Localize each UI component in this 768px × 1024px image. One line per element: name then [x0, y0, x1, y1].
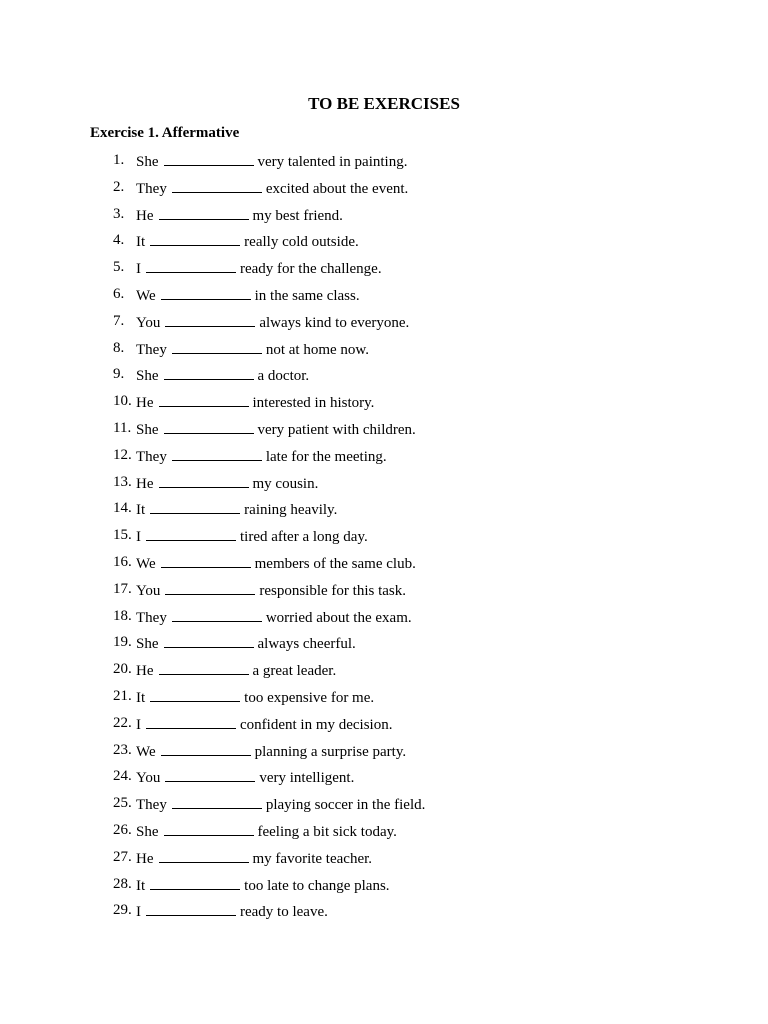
item-rest: worried about the exam. — [265, 609, 412, 626]
answer-blank[interactable] — [146, 256, 236, 273]
answer-blank[interactable] — [161, 739, 251, 756]
item-sentence — [136, 873, 390, 897]
item-subject: It — [136, 877, 146, 894]
answer-blank[interactable] — [146, 524, 236, 541]
item-subject: He — [136, 850, 154, 867]
answer-blank[interactable] — [159, 390, 249, 407]
item-rest: ready to leave. — [240, 904, 328, 921]
item-number: 23. — [113, 741, 132, 758]
answer-blank[interactable] — [172, 605, 262, 622]
item-number: 17. — [113, 580, 132, 597]
answer-blank[interactable] — [164, 631, 254, 648]
item-sentence — [136, 149, 407, 173]
item-number: 2. — [113, 178, 125, 195]
item-sentence — [136, 685, 374, 709]
item-number: 26. — [113, 821, 132, 838]
item-number: 15. — [113, 527, 132, 544]
item-number: 20. — [113, 661, 132, 678]
item-sentence — [136, 444, 387, 468]
item-number: 24. — [113, 768, 132, 785]
answer-blank[interactable] — [146, 712, 236, 729]
item-rest: my best friend. — [252, 207, 343, 224]
item-rest: members of the same club. — [254, 555, 416, 572]
item-subject: It — [136, 502, 146, 519]
answer-blank[interactable] — [161, 283, 251, 300]
answer-blank[interactable] — [159, 846, 249, 863]
item-sentence — [136, 417, 416, 441]
item-sentence — [136, 712, 392, 736]
item-sentence — [136, 739, 406, 763]
item-number: 4. — [113, 232, 125, 249]
answer-blank[interactable] — [172, 444, 262, 461]
item-rest: always kind to everyone. — [259, 314, 410, 331]
item-number: 1. — [113, 152, 125, 168]
item-subject: I — [136, 529, 141, 546]
answer-blank[interactable] — [159, 658, 249, 675]
item-subject: They — [136, 797, 167, 814]
item-rest: always cheerful. — [257, 636, 356, 653]
item-sentence — [136, 846, 372, 870]
item-rest: feeling a bit sick today. — [257, 823, 397, 840]
item-rest: my favorite teacher. — [252, 850, 373, 867]
item-subject: They — [136, 448, 167, 465]
item-subject: We — [136, 287, 156, 304]
item-subject: He — [136, 475, 154, 492]
item-sentence — [136, 471, 318, 495]
answer-blank[interactable] — [150, 873, 240, 890]
answer-blank[interactable] — [150, 685, 240, 702]
item-rest: interested in history. — [252, 395, 375, 412]
item-rest: too expensive for me. — [244, 689, 375, 706]
item-rest: tired after a long day. — [240, 529, 368, 546]
item-subject: He — [136, 663, 154, 680]
item-subject: I — [136, 261, 141, 278]
item-rest: my cousin. — [252, 475, 319, 492]
answer-blank[interactable] — [161, 551, 251, 568]
item-number: 21. — [113, 687, 132, 704]
item-number: 10. — [113, 393, 132, 410]
item-rest: too late to change plans. — [244, 877, 390, 894]
item-subject: She — [136, 421, 159, 438]
item-sentence — [136, 899, 328, 923]
item-sentence — [136, 363, 309, 387]
answer-blank[interactable] — [172, 337, 262, 354]
item-number: 28. — [113, 875, 132, 892]
item-subject: You — [136, 770, 161, 787]
item-rest: responsible for this task. — [259, 582, 406, 599]
item-number: 3. — [113, 205, 125, 222]
answer-blank[interactable] — [164, 363, 254, 380]
item-sentence — [136, 203, 343, 227]
item-number: 13. — [113, 473, 132, 490]
item-number: 8. — [113, 339, 125, 356]
item-number: 6. — [113, 285, 125, 302]
item-rest: a doctor. — [257, 368, 310, 385]
item-subject: She — [136, 823, 159, 840]
item-subject: She — [136, 368, 159, 385]
item-rest: very intelligent. — [259, 770, 355, 787]
item-rest: really cold outside. — [244, 234, 359, 251]
item-rest: very patient with children. — [257, 421, 416, 438]
item-rest: late for the meeting. — [265, 448, 387, 465]
answer-blank[interactable] — [172, 176, 262, 193]
item-subject: They — [136, 180, 167, 197]
item-number: 29. — [113, 902, 132, 919]
answer-blank[interactable] — [165, 310, 255, 327]
item-sentence — [136, 229, 359, 253]
item-number: 27. — [113, 848, 132, 865]
item-rest: confident in my decision. — [240, 716, 393, 733]
answer-blank[interactable] — [172, 792, 262, 809]
item-sentence — [136, 497, 337, 521]
item-number: 16. — [113, 553, 132, 570]
item-subject: I — [136, 716, 141, 733]
answer-blank[interactable] — [159, 203, 249, 220]
item-number: 14. — [113, 500, 132, 517]
item-sentence — [136, 551, 416, 575]
item-subject: They — [136, 341, 167, 358]
item-subject: He — [136, 207, 154, 224]
item-rest: very talented in painting. — [257, 154, 408, 170]
item-subject: I — [136, 904, 141, 921]
item-rest: in the same class. — [254, 287, 360, 304]
item-sentence — [136, 310, 409, 334]
item-rest: playing soccer in the field. — [265, 797, 426, 814]
item-number: 9. — [113, 366, 125, 383]
item-subject: She — [136, 636, 159, 653]
item-number: 11. — [113, 419, 132, 436]
answer-blank[interactable] — [150, 229, 240, 246]
item-number: 5. — [113, 259, 125, 276]
item-subject: We — [136, 743, 156, 760]
item-subject: He — [136, 395, 154, 412]
item-sentence — [136, 765, 354, 789]
answer-blank[interactable] — [150, 497, 240, 514]
item-subject: They — [136, 609, 167, 626]
item-sentence — [136, 819, 397, 843]
answer-blank[interactable] — [159, 471, 249, 488]
item-subject: You — [136, 314, 161, 331]
item-number: 12. — [113, 446, 132, 463]
item-rest: raining heavily. — [244, 502, 338, 519]
item-rest: excited about the event. — [265, 180, 409, 197]
item-sentence — [136, 631, 356, 655]
item-rest: a great leader. — [252, 663, 337, 680]
item-number: 25. — [113, 795, 132, 812]
item-rest: planning a surprise party. — [254, 743, 407, 760]
item-number: 19. — [113, 634, 132, 651]
answer-blank[interactable] — [164, 149, 254, 166]
item-sentence — [136, 176, 408, 200]
item-number: 18. — [113, 607, 132, 624]
item-sentence — [136, 578, 406, 602]
item-subject: You — [136, 582, 161, 599]
page-title: TO BE EXERCISES — [308, 94, 460, 113]
item-sentence — [136, 605, 412, 629]
item-sentence — [136, 256, 382, 280]
item-sentence — [136, 390, 374, 414]
answer-blank[interactable] — [165, 578, 255, 595]
item-subject: She — [136, 154, 159, 170]
item-number: 7. — [113, 312, 125, 329]
answer-blank[interactable] — [164, 417, 254, 434]
item-subject: It — [136, 234, 146, 251]
section-heading: Exercise 1. Affermative — [90, 125, 240, 141]
item-number: 22. — [113, 714, 132, 731]
item-sentence — [136, 283, 360, 307]
answer-blank[interactable] — [165, 765, 255, 782]
item-sentence — [136, 658, 336, 682]
item-rest: not at home now. — [265, 341, 370, 358]
item-rest: ready for the challenge. — [240, 261, 382, 278]
item-subject: It — [136, 689, 146, 706]
item-sentence — [136, 524, 368, 548]
item-subject: We — [136, 555, 156, 572]
item-sentence — [136, 792, 425, 816]
item-sentence — [136, 337, 369, 361]
answer-blank[interactable] — [164, 819, 254, 836]
answer-blank[interactable] — [146, 899, 236, 916]
